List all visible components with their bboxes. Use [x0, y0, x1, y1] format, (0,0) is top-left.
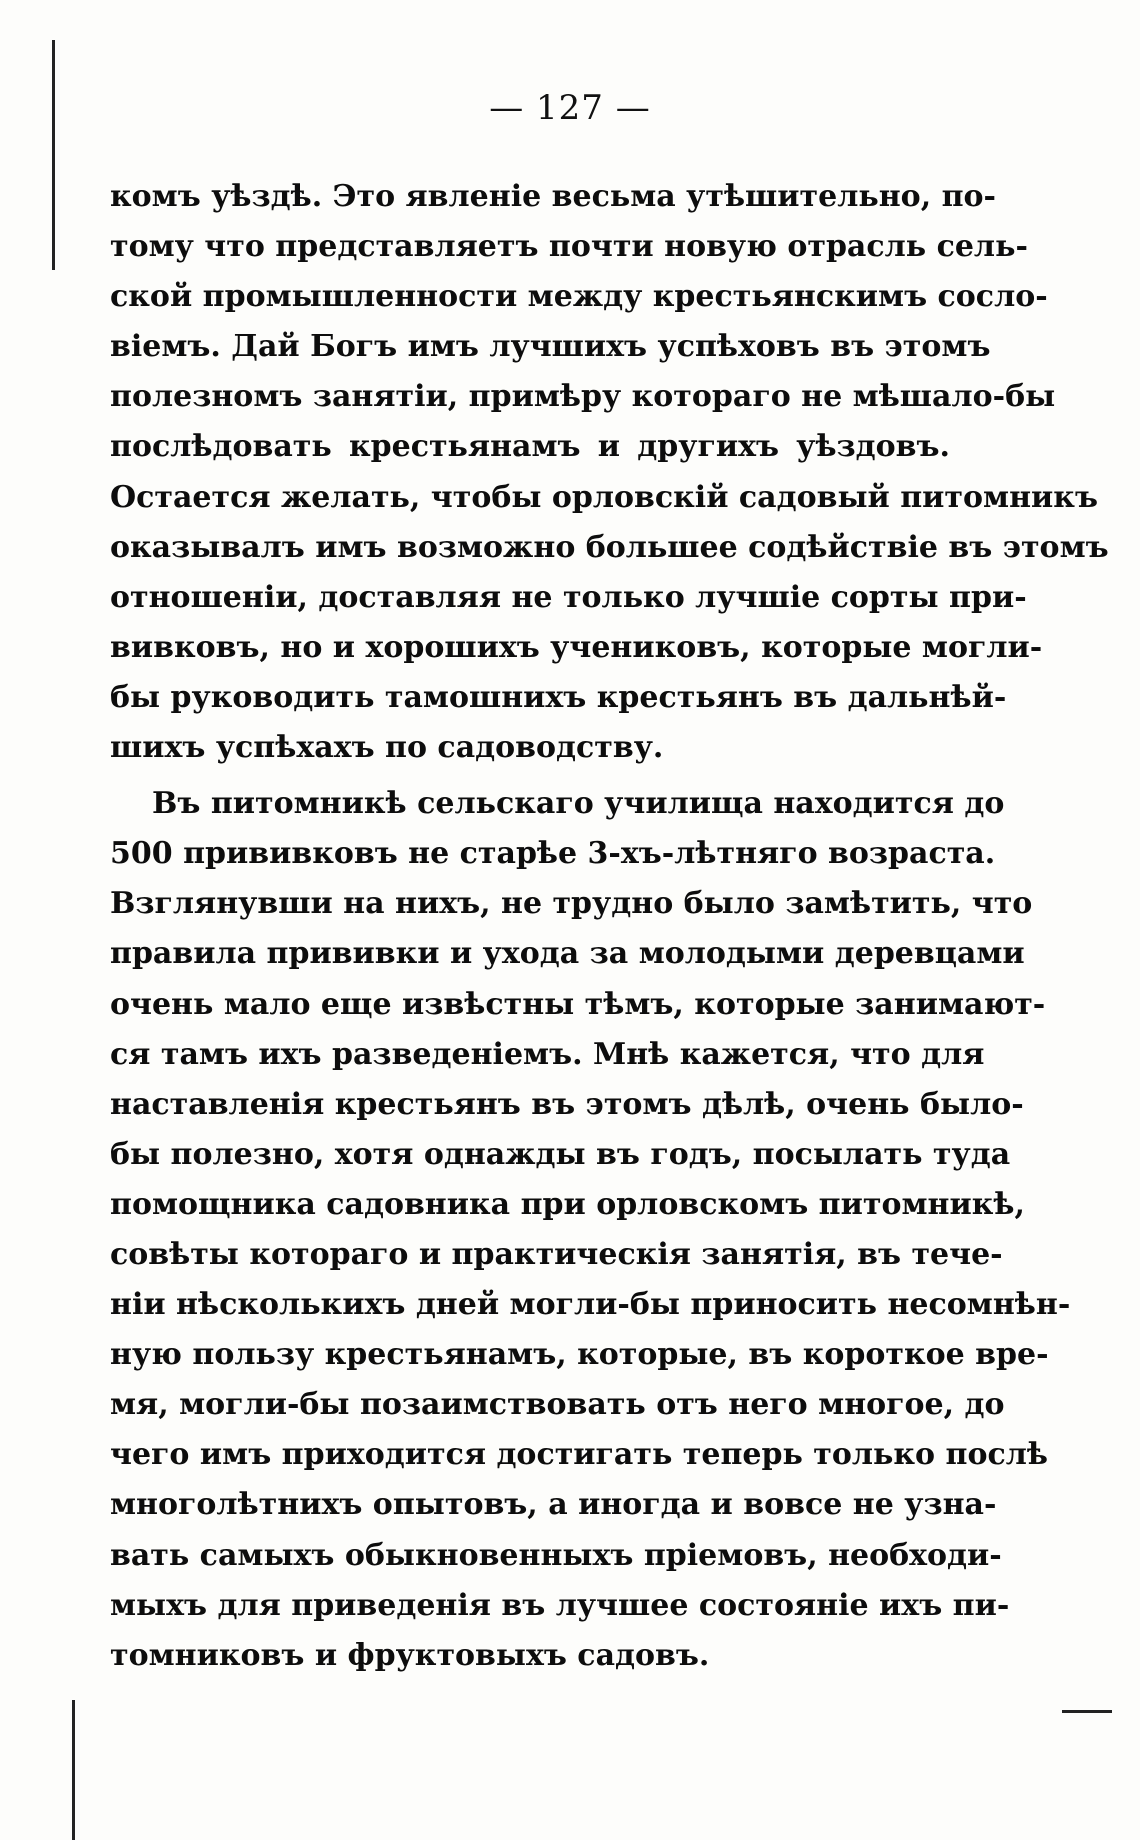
text-line: томниковъ и фруктовыхъ садовъ. [110, 1637, 710, 1673]
text-line: ніи нѣсколькихъ дней могли-бы приносить несомнѣн- [110, 1287, 1071, 1323]
body-text [110, 172, 1109, 1681]
text-line: ную пользу крестьянамъ, которые, въ короткое вре- [110, 1337, 1049, 1373]
text-line: очень мало еще извѣстны тѣмъ, которые занимают- [110, 986, 1046, 1022]
text-line: тому что представляетъ почти новую отрасль сель- [110, 229, 1028, 265]
text-line: віемъ. Дай Богъ имъ лучшихъ успѣховъ въ этомъ [110, 329, 991, 365]
text-line: вивковъ, но и хорошихъ учениковъ, которые могли- [110, 629, 1043, 665]
text-line: мыхъ для приведенія въ лучшее состояніе ихъ пи- [110, 1587, 1010, 1623]
scan-edge-mark [52, 40, 55, 270]
text-line: наставленія крестьянъ въ этомъ дѣлѣ, очень было- [110, 1086, 1024, 1122]
text-line: оказывалъ имъ возможно большее содѣйствіе въ этомъ [110, 529, 1109, 565]
text-line: бы полезно, хотя однажды въ годъ, посылать туда [110, 1136, 1011, 1172]
text-line: отношеніи, доставляя не только лучшіе сорты при- [110, 579, 1027, 615]
text-line: ся тамъ ихъ разведеніемъ. Мнѣ кажется, что для [110, 1036, 985, 1072]
paragraph [110, 172, 1109, 773]
text-line: помощника садовника при орловскомъ питомникѣ, [110, 1186, 1025, 1222]
text-line: послѣдовать крестьянамъ и другихъ уѣздовъ. [110, 429, 950, 465]
text-line: 500 прививковъ не старѣе 3-хъ-лѣтняго возраста. [110, 836, 996, 872]
text-line: Въ питомникѣ сельскаго училища находится до [152, 786, 1005, 822]
page-number: — 127 — [489, 88, 651, 128]
text-line: комъ уѣздѣ. Это явленіе весьма утѣшительно, по- [110, 179, 996, 214]
text-line: многолѣтнихъ опытовъ, а иногда и вовсе не узна- [110, 1487, 997, 1523]
paragraph [110, 779, 1071, 1681]
text-line: Остается желать, чтобы орловскій садовый питомникъ [110, 479, 1098, 515]
text-line: совѣты котораго и практическія занятія, въ тече- [110, 1236, 1003, 1272]
text-line: правила прививки и ухода за молодыми деревцами [110, 936, 1025, 972]
text-line: полезномъ занятіи, примѣру котораго не мѣшало-бы [110, 379, 1056, 415]
text-line: вать самыхъ обыкновенныхъ пріемовъ, необходи- [110, 1537, 1002, 1573]
text-line: мя, могли-бы позаимствовать отъ него многое, до [110, 1387, 1005, 1423]
scan-edge-mark [72, 1700, 75, 1840]
text-line: шихъ успѣхахъ по садоводству. [110, 730, 664, 766]
text-line: Взглянувши на нихъ, не трудно было замѣтить, что [110, 886, 1033, 922]
text-line: бы руководить тамошнихъ крестьянъ въ дальнѣй- [110, 679, 1007, 715]
scan-edge-dash [1062, 1710, 1112, 1713]
text-line: чего имъ приходится достигать теперь только послѣ [110, 1437, 1048, 1473]
text-line: ской промышленности между крестьянскимъ сосло- [110, 279, 1048, 315]
